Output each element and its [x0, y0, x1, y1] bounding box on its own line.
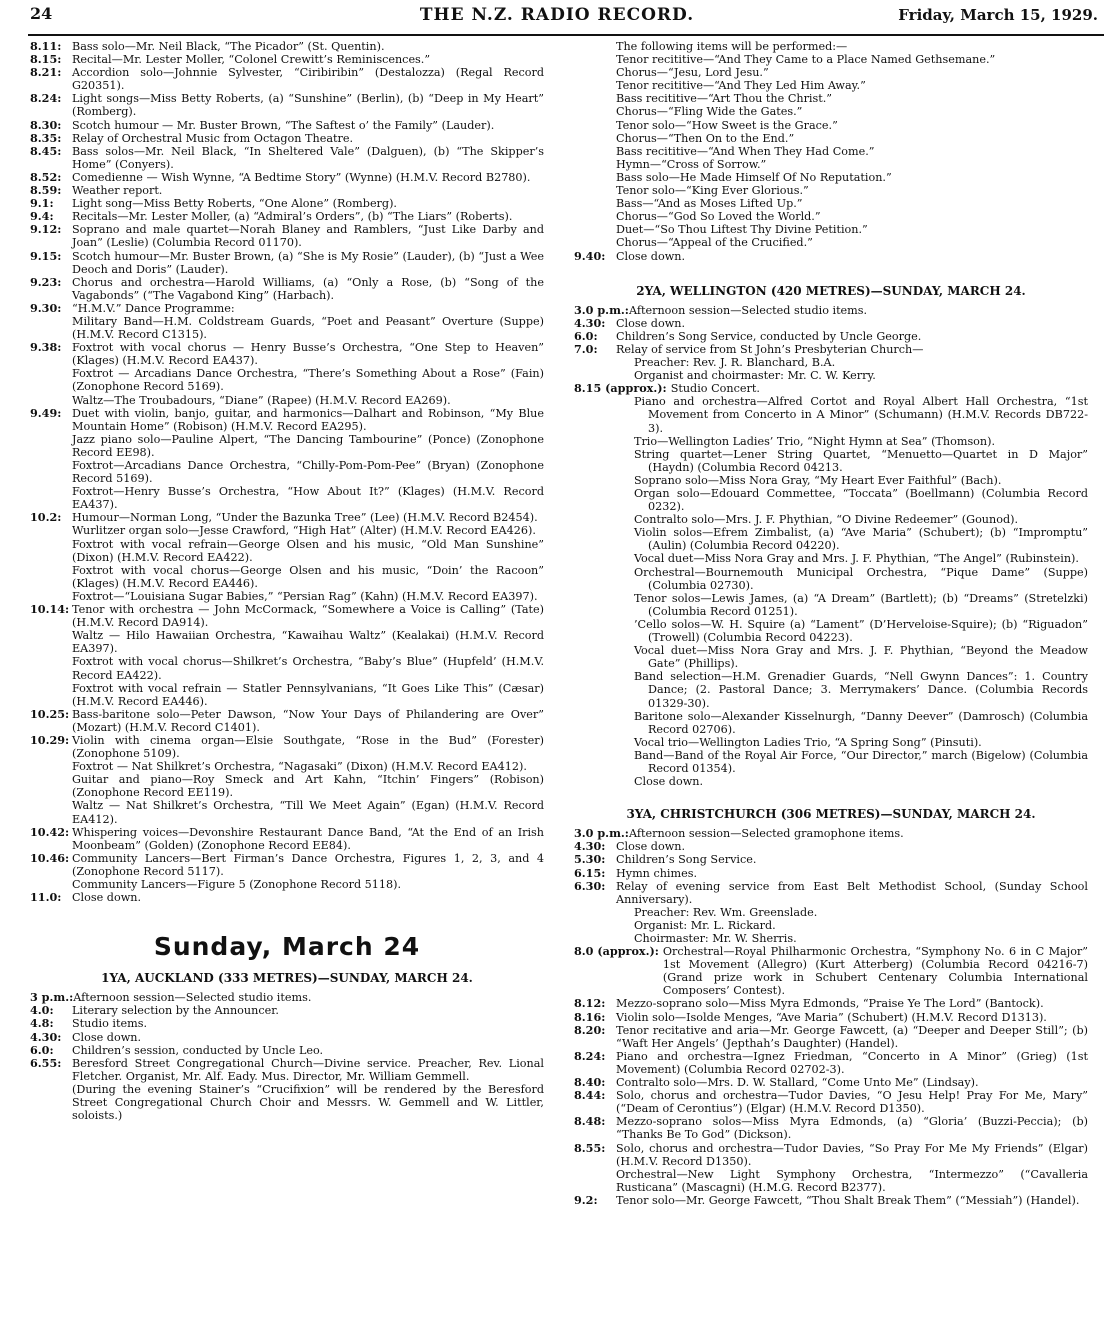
service-detail: Preacher: Rev. J. R. Blanchard, B.A. [634, 356, 836, 370]
entry-text: Foxtrot with vocal chorus—Shilkret’s Orchestra, “Baby’s Blue” (Hupfeld’ (H.M.V. Record EA422). [72, 655, 544, 682]
crucifixion-item: Bass solo—He Made Himself Of No Reputation.” [616, 170, 892, 184]
entry-time: 9.4: [30, 209, 54, 224]
entry-text: Scotch humour—Mr. Buster Brown, (a) “She is My Rosie” (Lauder), (b) “Just a Wee Deoch and Doris” (Lauder). [72, 249, 544, 276]
program-entry [574, 997, 1088, 1010]
entry-text: Foxtrot with vocal chorus — Henry Busse’s Orchestra, “One Step to Heaven” (Klages) (H.M.V. Record EA437). [72, 341, 544, 368]
entry-time: 3.0 p.m.: [574, 826, 629, 841]
program-entry [574, 1076, 1088, 1089]
entry-text: Afternoon session—Selected studio items. [73, 991, 312, 1005]
entry-text: Accordion solo—Johnnie Sylvester, “Ciribiribin” (Destalozza) (Regal Record G20351). [72, 66, 544, 93]
program-entry [30, 1057, 544, 1083]
entry-time [30, 485, 72, 511]
entry-text: Foxtrot—Henry Busse’s Orchestra, “How About It?” (Klages) (H.M.V. Record EA437). [72, 485, 544, 512]
program-entry [30, 276, 544, 302]
entry-time: 6.0: [574, 328, 598, 343]
program-entry [574, 250, 1088, 263]
entry-time: 8.16: [574, 1009, 606, 1024]
entry-time: 5.30: [574, 852, 606, 867]
entry-text: Close down. [72, 891, 142, 905]
entry-text: Afternoon session—Selected studio items. [628, 303, 868, 317]
entry-text: Studio Concert. [670, 382, 760, 396]
crucifixion-item: Duet—“So Thou Liftest Thy Divine Petition.” [616, 223, 868, 237]
program-entry [30, 250, 544, 276]
entry-time: 8.15 (approx.): [574, 381, 667, 396]
concert-item: Vocal trio—Wellington Ladies Trio, “A Spring Song” (Pinsuti). [634, 735, 982, 749]
entry-text: Close down. [616, 249, 686, 263]
program-entry [574, 1024, 1088, 1050]
entry-text: Foxtrot with vocal refrain—George Olsen and his music, “Old Man Sunshine” (Dixon) (H.M.V. Record EA422). [72, 537, 544, 564]
concert-item: Baritone solo—Alexander Kisselnurgh, “Danny Deever” (Damrosch) (Columbia Record 02706). [634, 709, 1088, 736]
entry-text: Whispering voices—Devonshire Restaurant Dance Band, “At the End of an Irish Moonbeam” (Golden) (Zonophone Record EE84). [72, 825, 544, 852]
program-entry [30, 40, 544, 53]
program-entry [30, 145, 544, 171]
entry-text: Bass solos—Mr. Neil Black, “In Sheltered Vale” (Dalguen), (b) “The Skipper’s Home” (Conyers). [72, 144, 544, 171]
service-detail: Organist: Mr. L. Rickard. [634, 918, 776, 932]
program-entry [30, 1044, 544, 1057]
entry-text: Guitar and piano—Roy Smeck and Art Kahn, “Itchin’ Fingers” (Robison) (Zonophone Record EE119). [72, 773, 544, 800]
program-entry [30, 799, 544, 825]
service-detail: Organist and choirmaster: Mr. C. W. Kerry. [634, 369, 876, 383]
program-entry [574, 382, 1088, 395]
crucifixion-item: Tenor solo—“King Ever Glorious.” [616, 184, 809, 198]
program-entry [30, 564, 544, 590]
entry-text: Foxtrot—Arcadians Dance Orchestra, “Chilly-Pom-Pom-Pee” (Bryan) (Zonophone Record 5169). [72, 459, 544, 486]
program-entry [30, 629, 544, 655]
crucifixion-intro: The following items will be performed:— [616, 40, 848, 53]
christchurch-service-details [574, 906, 1088, 945]
entry-time: 9.1: [30, 196, 54, 211]
right-column [574, 40, 1088, 1207]
header-rule [28, 34, 1104, 36]
auckland-program [30, 991, 544, 1122]
entry-text: Waltz — Hilo Hawaiian Orchestra, “Kawaihau Waltz” (Kealakai) (H.M.V. Record EA397). [72, 629, 544, 656]
christchurch-program-evening [574, 945, 1088, 1207]
concert-item: Piano and orchestra—Alfred Cortot and Royal Albert Hall Orchestra, “1st Movement from Concerto in A Minor” (Schumann) (H.M.V. Records DB722-3). [634, 395, 1088, 435]
entry-text: Bass solo—Mr. Neil Black, “The Picador” (St. Quentin). [72, 40, 385, 53]
program-entry [30, 708, 544, 734]
program-entry [30, 590, 544, 603]
concert-item: Violin solos—Efrem Zimbalist, (a) “Ave Maria” (Schubert); (b) “Impromptu” (Aulin) (Columbia Record 04220). [634, 526, 1088, 553]
entry-time: 4.30: [574, 315, 606, 330]
concert-item: Organ solo—Edouard Commettee, “Toccata” (Boellmann) (Columbia Record 0232). [634, 487, 1088, 514]
program-entry [30, 132, 544, 145]
program-entry [30, 92, 544, 118]
program-entry [574, 1142, 1088, 1168]
entry-text: Mezzo-soprano solo—Miss Myra Edmonds, “Praise Ye The Lord” (Bantock). [616, 997, 1044, 1011]
entry-time [574, 1168, 616, 1194]
entry-time [30, 538, 72, 564]
program-entry [30, 511, 544, 524]
entry-text: Relay of Orchestral Music from Octagon Theatre. [72, 131, 354, 145]
entry-text: Children’s session, conducted by Uncle Leo. [72, 1043, 324, 1057]
program-entry [30, 773, 544, 799]
entry-text: Community Lancers—Bert Firman’s Dance Orchestra, Figures 1, 2, 3, and 4 (Zonophone Record 5117). [72, 851, 544, 878]
entry-time: 8.52: [30, 169, 62, 184]
program-entry [30, 524, 544, 537]
program-entry [30, 485, 544, 511]
entry-text: Orchestral—Royal Philharmonic Orchestra, “Symphony No. 6 in C Major” 1st Movement (Allegro) (Kurt Atterberg) (Columbia Record 04216-7) (Grand prize work in Schubert Centenary Columbia International Composers’ Contest). [662, 945, 1088, 998]
entry-text: Scotch humour — Mr. Buster Brown, “The Saftest o’ the Family” (Lauder). [72, 118, 495, 132]
program-entry [30, 407, 544, 433]
entry-time: 10.14: [30, 602, 70, 617]
program-entry [30, 66, 544, 92]
entry-text: Recitals—Mr. Lester Moller, (a) “Admiral’s Orders”, (b) “The Liars” (Roberts). [72, 210, 513, 224]
entry-time: 9.12: [30, 222, 62, 237]
concert-item: Trio—Wellington Ladies’ Trio, “Night Hymn at Sea” (Thomson). [634, 434, 996, 448]
program-entry [30, 394, 544, 407]
entry-time [30, 655, 72, 681]
entry-text: Military Band—H.M. Coldstream Guards, “Poet and Peasant” Overture (Suppe) (H.M.V. Record C1315). [72, 314, 544, 342]
entry-time [30, 682, 72, 708]
entry-time: 10.46: [30, 850, 70, 865]
program-entry [574, 330, 1088, 343]
entry-text: Violin with cinema organ—Elsie Southgate, “Rose in the Bud” (Forester) (Zonophone 5109). [72, 733, 544, 761]
entry-time [30, 799, 72, 825]
entry-text: Beresford Street Congregational Church—Divine service. Preacher, Rev. Lional Fletcher. Organist, Mr. Alf. Eady. Mus. Director, Mr. William Gemmell. [72, 1056, 544, 1083]
entry-time: 6.15: [574, 865, 606, 880]
crucifixion-item: Hymn—“Cross of Sorrow.” [616, 157, 767, 171]
entry-text: Close down. [616, 840, 686, 854]
entry-text: Contralto solo—Mrs. D. W. Stallard, “Come Unto Me” (Lindsay). [616, 1076, 979, 1090]
entry-time: 3 p.m.: [30, 990, 74, 1005]
program-entry [30, 223, 544, 249]
sunday-heading: Sunday, March 24 [153, 932, 421, 962]
entry-time: 4.8: [30, 1016, 54, 1031]
entry-time: 7.0: [574, 341, 598, 356]
crucifixion-item: Chorus—“God So Loved the World.” [616, 210, 821, 224]
entry-time: 8.44: [574, 1088, 606, 1103]
entry-time: 9.38: [30, 340, 62, 355]
wellington-program [574, 304, 1088, 356]
entry-time [30, 564, 72, 590]
entry-text: Solo, chorus and orchestra—Tudor Davies, “O Jesu Help! Pray For Me, Mary” (“Deam of Cerontius”) (Elgar) (H.M.V. Record D1350). [616, 1089, 1088, 1116]
program-entry [30, 367, 544, 393]
entry-time: 10.29: [30, 732, 70, 747]
program-entry [30, 210, 544, 223]
christchurch-program [574, 827, 1088, 906]
program-entry [30, 891, 544, 904]
entry-text: (During the evening Stainer’s “Crucifixion” will be rendered by the Beresford Street Congregational Church Choir and Messrs. W. Gemmell and W. Littler, soloists.) [72, 1082, 544, 1123]
entry-text: Children’s Song Service, conducted by Uncle George. [616, 329, 922, 343]
entry-time [30, 1083, 72, 1122]
entry-time: 8.24: [574, 1048, 606, 1063]
entry-time: 9.15: [30, 248, 62, 263]
entry-text: Tenor with orchestra — John McCormack, “Somewhere a Voice is Calling” (Tate) (H.M.V. Record DA914). [72, 603, 544, 630]
program-entry [574, 1089, 1088, 1115]
entry-time: 3.0 p.m.: [574, 302, 629, 317]
entry-time: 9.30: [30, 300, 62, 315]
service-detail: Choirmaster: Mr. W. Sherris. [634, 932, 797, 945]
entry-time: 6.55: [30, 1055, 62, 1070]
crucifixion-item: Tenor solo—“How Sweet is the Grace.” [616, 118, 838, 132]
service-detail: Preacher: Rev. Wm. Greenslade. [634, 905, 818, 919]
entry-time: 8.30: [30, 117, 62, 132]
wellington-concert-items [574, 395, 1088, 788]
program-entry [30, 341, 544, 367]
crucifixion-item: Chorus—“Then On to the End.” [616, 131, 795, 145]
entry-text: Relay of evening service from East Belt Methodist School, (Sunday School Anniversary). [616, 879, 1088, 906]
crucifixion-item: Bass—“And as Moses Lifted Up.” [616, 197, 803, 211]
concert-item: Contralto solo—Mrs. J. F. Phythian, “O Divine Redeemer” (Gounod). [634, 513, 1019, 527]
program-entry [574, 304, 1088, 317]
concert-item: Vocal duet—Miss Nora Gray and Mrs. J. F. Phythian, “Beyond the Meadow Gate” (Phillips). [634, 644, 1088, 671]
entry-time: 8.40: [574, 1075, 606, 1090]
program-entry [30, 197, 544, 210]
program-entry [30, 1017, 544, 1030]
entry-text: Wurlitzer organ solo—Jesse Crawford, “High Hat” (Alter) (H.M.V. Record EA426). [72, 524, 536, 538]
entry-text: Light song—Miss Betty Roberts, “One Alone” (Romberg). [72, 197, 397, 211]
crucifixion-item: Chorus—“Fling Wide the Gates.” [616, 105, 803, 119]
entry-text: Comedienne — Wish Wynne, “A Bedtime Story” (Wynne) (H.M.V. Record B2780). [72, 170, 531, 184]
entry-text: Tenor recitative and aria—Mr. George Fawcett, (a) “Deeper and Deeper Still”; (b) “Waft Her Angels’ (Jepthah’s Daughter) (Handel). [616, 1023, 1088, 1050]
entry-time [30, 315, 72, 341]
entry-text: “H.M.V.” Dance Programme: [72, 301, 235, 315]
entry-text: Bass-baritone solo—Peter Dawson, “Now Your Days of Philandering are Over” (Mozart) (H.M.V. Record C1401). [72, 707, 544, 734]
program-entry [30, 171, 544, 184]
entry-time: 8.12: [574, 996, 606, 1011]
entry-time: 4.30: [30, 1029, 62, 1044]
concert-item: Band—Band of the Royal Air Force, “Our Director,” march (Bigelow) (Columbia Record 01354). [634, 748, 1088, 775]
entry-text: Foxtrot with vocal refrain — Statler Pennsylvanians, “It Goes Like This” (Cæsar) (H.M.V. Record EA446). [72, 681, 544, 708]
entry-time: 6.0: [30, 1042, 54, 1057]
entry-time: 8.21: [30, 65, 62, 80]
entry-text: Close down. [72, 1030, 142, 1044]
program-entry [574, 1168, 1088, 1194]
concert-item: Band selection—H.M. Grenadier Guards, “Nell Gwynn Dances”: 1. Country Dance; (2. Pastoral Dance; 3. Merrymakers’ Dance. (Columbia Records 01329-30). [634, 670, 1088, 710]
entry-time: 9.2: [574, 1192, 598, 1207]
concert-item: Vocal duet—Miss Nora Gray and Mrs. J. F. Phythian, “The Angel” (Rubinstein). [634, 552, 1079, 566]
concert-item: ’Cello solos—W. H. Squire (a) “Lament” (D’Herveloise-Squire); (b) “Riguadon” (Trowell) (Columbia Record 04223). [634, 617, 1088, 645]
entry-time: 9.23: [30, 274, 62, 289]
program-entry [574, 867, 1088, 880]
crucifixion-items [574, 53, 1088, 249]
entry-text: Waltz—The Troubadours, “Diane” (Rapee) (H.M.V. Record EA269). [72, 393, 451, 407]
concert-item: Close down. [634, 775, 704, 789]
wellington-heading: 2YA, WELLINGTON (420 METRES)—SUNDAY, MARCH 24. [636, 283, 1026, 298]
entry-text: Solo, chorus and orchestra—Tudor Davies, “So Pray For Me My Friends” (Elgar) (H.M.V. Record D1350). [616, 1141, 1088, 1168]
program-entry [30, 53, 544, 66]
crucifixion-item: Tenor recititive—“And They Led Him Away.” [616, 79, 866, 93]
crucifixion-item: Chorus—“Appeal of the Crucified.” [616, 236, 813, 250]
program-entry [574, 827, 1088, 840]
entry-text: Violin solo—Isolde Menges, “Ave Maria” (Schubert) (H.M.V. Record D1313). [616, 1010, 1047, 1024]
masthead: THE N.Z. RADIO RECORD. [419, 5, 695, 25]
issue-date: Friday, March 15, 1929. [898, 6, 1098, 24]
entry-text: Children’s Song Service. [616, 853, 757, 867]
entry-text: Jazz piano solo—Pauline Alpert, “The Dancing Tambourine” (Ponce) (Zonophone Record EE98). [72, 432, 544, 459]
entry-time: 8.15: [30, 52, 62, 67]
auckland-heading: 1YA, AUCKLAND (333 METRES)—SUNDAY, MARCH 24. [101, 971, 473, 986]
entry-text: Duet with violin, banjo, guitar, and harmonics—Dalhart and Robinson, “My Blue Mountain Home” (Robison) (H.M.V. Record EA295). [72, 406, 544, 433]
entry-time: 10.42: [30, 824, 70, 839]
program-entry [30, 655, 544, 681]
program-entry [30, 826, 544, 852]
entry-text: Orchestral—New Light Symphony Orchestra, “Intermezzo” (“Cavalleria Rusticana” (Mascagni) (H.M.G. Record B2377). [616, 1167, 1088, 1194]
entry-time: 8.48: [574, 1114, 606, 1129]
concert-item: String quartet—Lener String Quartet, “Menuetto—Quartet in D Major” (Haydn) (Columbia Record 04213. [634, 447, 1088, 474]
program-entry [574, 1050, 1088, 1076]
program-entry [30, 459, 544, 485]
page-number: 24 [30, 4, 53, 23]
entry-text: Humour—Norman Long, “Under the Bazunka Tree” (Lee) (H.M.V. Record B2454). [72, 511, 538, 525]
entry-text: Recital—Mr. Lester Moller, “Colonel Crewitt’s Reminiscences.” [72, 53, 431, 67]
entry-text: Tenor solo—Mr. George Fawcett, “Thou Shalt Break Them” (“Messiah”) (Handel). [616, 1193, 1080, 1207]
entry-time: 8.35: [30, 130, 62, 145]
program-entry [574, 853, 1088, 866]
program-entry [30, 852, 544, 878]
christchurch-heading: 3YA, CHRISTCHURCH (306 METRES)—SUNDAY, MARCH 24. [626, 807, 1036, 822]
entry-time [30, 773, 72, 799]
entry-time: 9.40: [574, 248, 606, 263]
program-entry [574, 880, 1088, 906]
entry-time [30, 433, 72, 459]
entry-text: Foxtrot with vocal chorus—George Olsen and his music, “Doin’ the Racoon” (Klages) (H.M.V. Record EA446). [72, 563, 544, 590]
entry-text: Foxtrot — Nat Shilkret’s Orchestra, “Nagasaki” (Dixon) (H.M.V. Record EA412). [72, 760, 527, 774]
entry-time [30, 367, 72, 393]
program-entry [30, 760, 544, 773]
program-entry [30, 184, 544, 197]
entry-text: Piano and orchestra—Ignez Friedman, “Concerto in A Minor” (Grieg) (1st Movement) (Columbia Record 02702-3). [616, 1049, 1088, 1076]
program-entry [30, 878, 544, 891]
page-header [0, 0, 1114, 40]
crucifixion-item: Bass recititive—“And When They Had Come.” [616, 144, 875, 158]
entry-time [30, 760, 72, 773]
entry-text: Light songs—Miss Betty Roberts, (a) “Sunshine” (Berlin), (b) “Deep in My Heart” (Romberg). [72, 92, 544, 119]
crucifixion-item: Chorus—“Jesu, Lord Jesu.” [616, 66, 769, 80]
entry-text: Community Lancers—Figure 5 (Zonophone Record 5118). [72, 878, 402, 891]
program-entry [30, 734, 544, 760]
entry-text: Hymn chimes. [616, 866, 698, 880]
entry-time: 4.30: [574, 839, 606, 854]
program-entry [30, 1004, 544, 1017]
entry-text: Soprano and male quartet—Norah Blaney and Ramblers, “Just Like Darby and Joan” (Leslie) (Columbia Record 01170). [72, 223, 544, 250]
entry-time [30, 394, 72, 407]
entry-time: 10.2: [30, 510, 62, 525]
concert-item: Orchestral—Bournemouth Municipal Orchestra, “Pique Dame” (Suppe) (Columbia 02730). [634, 565, 1088, 592]
entry-text: Mezzo-soprano solos—Miss Myra Edmonds, (a) “Gloria’ (Buzzi-Peccia); (b) “Thanks Be To God” (Dickson). [616, 1115, 1088, 1142]
program-entry [574, 945, 1088, 997]
program-entry [30, 538, 544, 564]
entry-time [30, 459, 72, 485]
entry-text: Foxtrot — Arcadians Dance Orchestra, “There’s Something About a Rose” (Fain) (Zonophone Record 5169). [72, 367, 544, 394]
entry-text: Studio items. [72, 1017, 147, 1031]
entry-time: 6.30: [574, 878, 606, 893]
entry-time: 4.0: [30, 1003, 54, 1018]
program-list-left [30, 40, 544, 904]
program-entry [30, 682, 544, 708]
program-entry [30, 302, 544, 315]
entry-text: Afternoon session—Selected gramophone items. [628, 827, 904, 841]
entry-time: 8.11: [30, 39, 62, 53]
program-entry [574, 1194, 1088, 1207]
entry-text: Weather report. [72, 184, 163, 198]
program-entry [30, 433, 544, 459]
crucifixion-item: Tenor recititive—“And They Came to a Place Named Gethsemane.” [616, 53, 996, 67]
crucifixion-item: Bass recititive—“Art Thou the Christ.” [616, 92, 833, 106]
program-entry [30, 1083, 544, 1122]
program-entry [30, 603, 544, 629]
entry-time [30, 524, 72, 537]
program-entry [574, 343, 1088, 356]
program-entry [574, 840, 1088, 853]
concert-item: Soprano solo—Miss Nora Gray, “My Heart Ever Faithful” (Bach). [634, 473, 1002, 487]
program-entry [30, 119, 544, 132]
wellington-service-details [574, 356, 1088, 382]
entry-text: Relay of service from St John’s Presbyterian Church— [616, 342, 924, 356]
entry-text: Chorus and orchestra—Harold Williams, (a) “Only a Rose, (b) “Song of the Vagabonds” (“The Vagabond King” (Harbach). [72, 275, 544, 302]
entry-time: 8.20: [574, 1022, 606, 1037]
program-entry [30, 1031, 544, 1044]
entry-time: 8.45: [30, 143, 62, 158]
entry-time: 8.59: [30, 183, 62, 198]
entry-text: Waltz — Nat Shilkret’s Orchestra, “Till We Meet Again” (Egan) (H.M.V. Record EA412). [72, 799, 544, 826]
entry-time: 10.25: [30, 706, 70, 721]
entry-text: Literary selection by the Announcer. [72, 1004, 279, 1018]
entry-time: 9.49: [30, 405, 62, 420]
entry-text: Close down. [616, 316, 686, 330]
entry-time: 8.24: [30, 91, 62, 106]
program-entry [574, 1115, 1088, 1141]
entry-time: 11.0: [30, 890, 62, 905]
left-column [30, 40, 544, 1122]
program-entry [30, 315, 544, 341]
entry-text: Foxtrot—“Louisiana Sugar Babies,” “Persian Rag” (Kahn) (H.M.V. Record EA397). [72, 589, 538, 603]
entry-time [30, 629, 72, 655]
program-entry [574, 317, 1088, 330]
program-entry [30, 991, 544, 1004]
program-entry [574, 1011, 1088, 1024]
entry-time: 8.55: [574, 1140, 606, 1155]
concert-item: Tenor solos—Lewis James, (a) “A Dream” (Bartlett); (b) “Dreams” (Stretelzki) (Columbia Record 01251). [634, 591, 1088, 618]
entry-time: 8.0 (approx.): [574, 944, 659, 959]
